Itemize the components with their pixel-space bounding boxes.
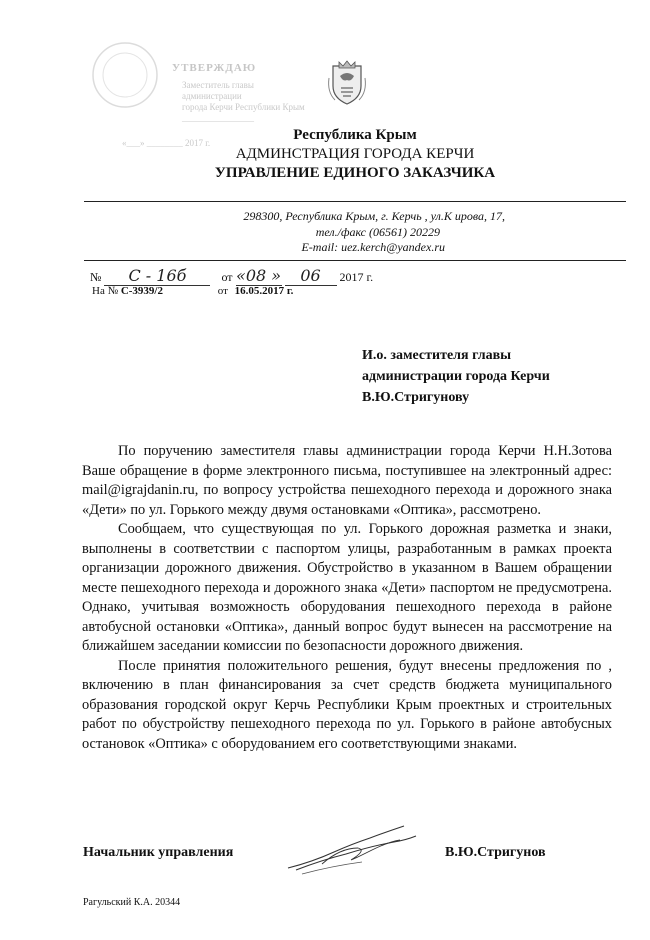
body-paragraph: После принятия положительного решения, будут внесены предложения по , включению в план финансирования за счет средств бюджета муниципального образования городской округ Керчь Республики Крым проектных и строительных работ по обустройству пешеходного перехода по ул. Горького в районе автобусных остановок «Оптика» с оборудованием его соответствующими знаками. — [82, 657, 612, 752]
stamp-title: УТВЕРЖДАЮ — [172, 62, 257, 74]
outgoing-year: 2017 г. — [339, 270, 374, 284]
faint-round-seal-icon — [90, 40, 160, 110]
address-rule — [84, 260, 626, 261]
recipient-block — [362, 345, 632, 408]
outgoing-day: «08 » — [236, 266, 282, 285]
phone-line: тел./факс (06561) 20229 — [315, 225, 440, 239]
outgoing-month: 06 — [285, 266, 337, 286]
handwritten-signature-icon — [282, 818, 422, 876]
recipient-line: администрации города Керчи — [362, 369, 550, 384]
email-line: E-mail: uez.kerch@yandex.ru — [301, 240, 445, 254]
header-administration: АДМИНСТРАЦИЯ ГОРОДА КЕРЧИ — [235, 146, 475, 162]
letter-body — [82, 442, 612, 754]
signature-position: Начальник управления — [83, 845, 234, 860]
body-paragraph: По поручению заместителя главы администрации города Керчи Н.Н.Зотова Ваше обращение в форме электронного письма, поступившее на электронный адрес: mail@igrajdanin.ru, по вопросу устройства пешеходного перехода и дорожного знака «Дети» по ул. Горького между двумя остановками «Оптика», рассмотрено. — [82, 443, 612, 518]
from-label: от — [221, 270, 233, 284]
stamp-line: города Керчи Республики Крым — [182, 102, 305, 112]
header-department: УПРАВЛЕНИЕ ЕДИНОГО ЗАКАЗЧИКА — [214, 165, 496, 181]
header-republic: Республика Крым — [293, 127, 417, 143]
coat-of-arms-icon — [325, 58, 369, 108]
reply-to-number: С-3939/2 — [120, 285, 163, 297]
body-paragraph: Сообщаем, что существующая по ул. Горького дорожная разметка и знаки, выполнены в соответствии с паспортом улицы, разработанным в рамках проекта организации дорожного движения. Обустройство в указанном в Вашем обращении месте пешеходного перехода и дорожного знака «Дети» паспортом не предусмотрена. Однако, учитывая возможность оборудования пешеходного перехода в районе автобусной остановки «Оптика», данный вопрос будут вынесен на рассмотрение на ближайшем заседании комиссии по безопасности дорожного движения. — [82, 521, 612, 654]
executor-info: Рагульский К.А. 20344 — [83, 897, 181, 908]
reply-to-date: 16.05.2017 г. — [234, 285, 294, 297]
address-line: 298300, Республика Крым, г. Керчь , ул.К ирова, 17, — [243, 209, 505, 223]
header-rule — [84, 201, 626, 202]
stamp-line: Заместитель главы администрации — [182, 80, 254, 101]
reply-to-from-label: от — [217, 285, 228, 297]
signature-name: В.Ю.Стригунов — [445, 845, 546, 860]
outgoing-number: С - 16б — [104, 266, 210, 286]
reply-to-row — [92, 285, 293, 297]
recipient-name: В.Ю.Стригунову — [362, 390, 470, 405]
stamp-line: «___» ________ 2017 г. — [122, 138, 211, 148]
outgoing-number-row — [90, 266, 373, 286]
stamp-line: ________________ — [182, 113, 254, 123]
recipient-line: И.о. заместителя главы — [362, 348, 512, 363]
number-label: № — [90, 270, 102, 284]
reply-to-label: На № — [92, 285, 119, 297]
